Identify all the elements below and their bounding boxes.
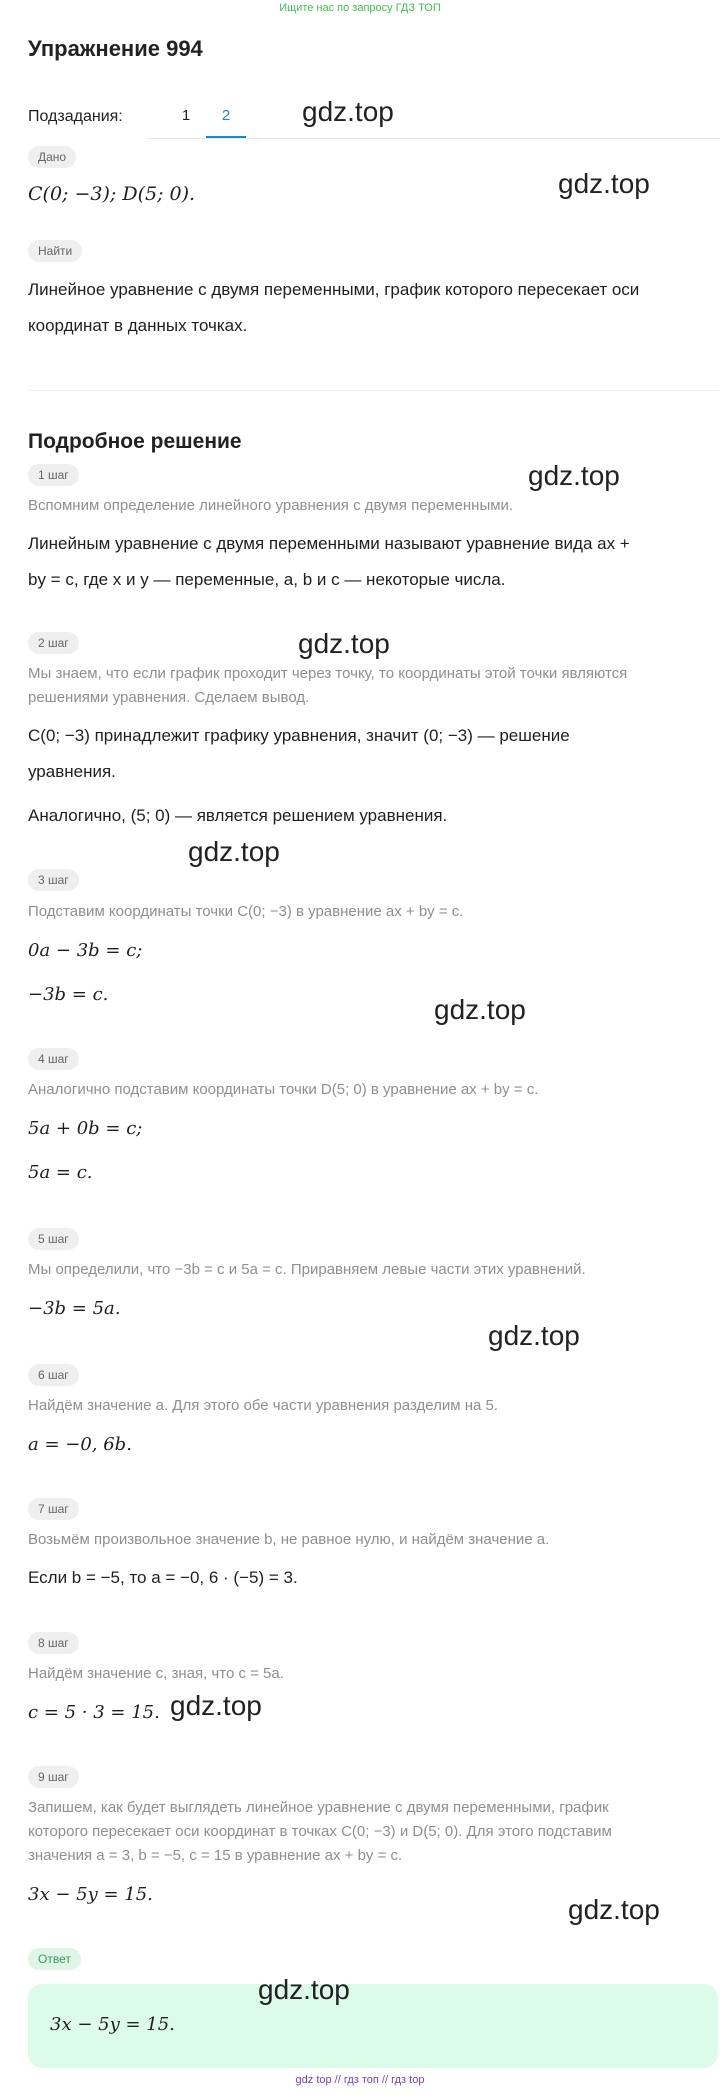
subtasks-label: Подзадания: — [28, 108, 123, 125]
step-pill-8: 8 шаг — [28, 1632, 79, 1654]
step-7-line-1: Если b = −5, то a = −0, 6 · (−5) = 3. — [28, 1568, 298, 1587]
watermark: gdz.top — [170, 1690, 262, 1721]
step-pill-9: 9 шаг — [28, 1766, 79, 1788]
top-banner[interactable]: Ищите нас по запросу ГДЗ ТОП — [279, 2, 441, 14]
watermark: gdz.top — [298, 628, 390, 659]
step-4-eq-2: 5a = c. — [28, 1162, 93, 1183]
watermark: gdz.top — [488, 1320, 580, 1351]
step-2-hint-2: решениями уравнения. Сделаем вывод. — [28, 689, 310, 706]
subtasks-divider — [148, 138, 720, 139]
step-2-hint-1: Мы знаем, что если график проходит через точку, то координаты этой точки являются — [28, 665, 628, 682]
step-pill-7: 7 шаг — [28, 1498, 79, 1520]
step-pill-4: 4 шаг — [28, 1048, 79, 1070]
step-3-eq-1: 0a − 3b = c; — [28, 940, 143, 961]
step-3-hint: Подставим координаты точки C(0; −3) в уравнение ax + by = c. — [28, 903, 464, 920]
watermark: gdz.top — [568, 1894, 660, 1925]
find-line-2: координат в данных точках. — [28, 316, 248, 335]
step-4-hint: Аналогично подставим координаты точки D(5; 0) в уравнение ax + by = c. — [28, 1081, 539, 1098]
watermark: gdz.top — [558, 168, 650, 199]
watermark: gdz.top — [258, 1974, 350, 2005]
step-2-line-2: уравнения. — [28, 762, 116, 781]
tab-subtask-1[interactable]: 1 — [181, 107, 191, 124]
step-2-line-3: Аналогично, (5; 0) — является решением уравнения. — [28, 806, 448, 825]
footer-links[interactable]: gdz top // гдз топ // гдз top — [295, 2074, 425, 2086]
step-5-hint: Мы определили, что −3b = c и 5a = c. Приравняем левые части этих уравнений. — [28, 1261, 586, 1278]
section-divider — [28, 390, 718, 391]
step-8-eq-1: c = 5 · 3 = 15. — [28, 1702, 160, 1723]
answer-pill: Ответ — [28, 1948, 81, 1970]
watermark: gdz.top — [302, 96, 394, 127]
watermark: gdz.top — [188, 836, 280, 867]
exercise-card — [10, 18, 710, 2076]
solution-title: Подробное решение — [28, 430, 242, 453]
step-9-hint-2: которого пересекает оси координат в точках C(0; −3) и D(5; 0). Для этого подставим — [28, 1823, 612, 1840]
step-4-eq-1: 5a + 0b = c; — [28, 1118, 143, 1139]
step-9-hint-3: значения a = 3, b = −5, c = 15 в уравнение ax + by = c. — [28, 1847, 403, 1864]
step-pill-5: 5 шаг — [28, 1228, 79, 1250]
watermark: gdz.top — [434, 994, 526, 1025]
step-3-eq-2: −3b = c. — [28, 984, 109, 1005]
answer-eq: 3x − 5y = 15. — [50, 2014, 175, 2035]
page-title: Упражнение 994 — [28, 36, 203, 61]
answer-box — [28, 1984, 718, 2068]
step-pill-2: 2 шаг — [28, 632, 79, 654]
step-9-hint-1: Запишем, как будет выглядеть линейное уравнение с двумя переменными, график — [28, 1799, 609, 1816]
step-7-hint: Возьмём произвольное значение b, не равное нулю, и найдём значение a. — [28, 1531, 550, 1548]
step-2-line-1: C(0; −3) принадлежит графику уравнения, значит (0; −3) — решение — [28, 726, 570, 745]
given-pill: Дано — [28, 146, 76, 168]
step-6-hint: Найдём значение a. Для этого обе части уравнения разделим на 5. — [28, 1397, 499, 1414]
step-pill-1: 1 шаг — [28, 464, 79, 486]
step-1-line-1: Линейным уравнение с двумя переменными называют уравнение вида ax + — [28, 534, 630, 553]
step-5-eq-1: −3b = 5a. — [28, 1298, 121, 1319]
tab-subtask-2[interactable]: 2 — [206, 106, 246, 138]
find-line-1: Линейное уравнение с двумя переменными, график которого пересекает оси — [28, 280, 640, 299]
step-9-eq-1: 3x − 5y = 15. — [28, 1884, 153, 1905]
step-1-line-2: by = c, где x и y — переменные, a, b и c — некоторые числа. — [28, 570, 506, 589]
watermark: gdz.top — [528, 460, 620, 491]
step-pill-3: 3 шаг — [28, 869, 79, 891]
step-6-eq-1: a = −0, 6b. — [28, 1434, 132, 1455]
step-8-hint: Найдём значение c, зная, что c = 5a. — [28, 1665, 284, 1682]
find-pill: Найти — [28, 240, 82, 262]
step-pill-6: 6 шаг — [28, 1364, 79, 1386]
step-1-hint: Вспомним определение линейного уравнения с двумя переменными. — [28, 497, 514, 514]
given-text: C(0; −3); D(5; 0). — [28, 183, 196, 205]
